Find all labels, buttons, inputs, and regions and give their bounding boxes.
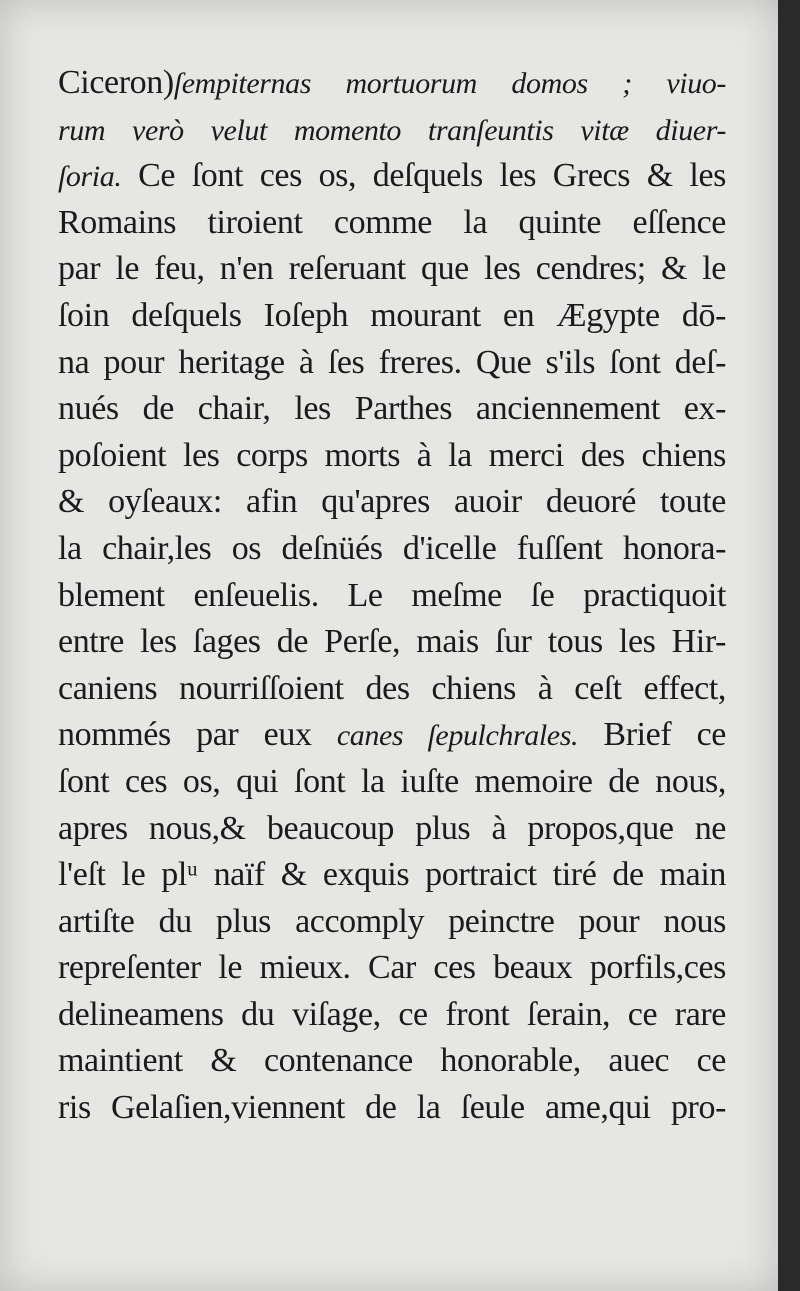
text-line (58, 806, 726, 853)
text-line (58, 945, 726, 992)
text-line (58, 1085, 726, 1132)
text-line (58, 619, 726, 666)
text-line (58, 899, 726, 946)
text-line (58, 573, 726, 620)
text-segment: delineamens du viſage, ce front ſerain, ce rare (58, 995, 726, 1033)
text-segment: artiſte du plus accomply peinctre pour nous (58, 902, 726, 940)
text-line (58, 712, 726, 759)
text-line (58, 479, 726, 526)
italic-segment: rum verò velut momento tranſeuntis vitæ diuer- (58, 113, 726, 147)
page-edge-shadow (778, 0, 800, 1291)
text-line (58, 992, 726, 1039)
text-line (58, 386, 726, 433)
text-line (58, 107, 726, 154)
text-line (58, 526, 726, 573)
text-line (58, 759, 726, 806)
text-segment: la chair,les os deſnüés d'icelle fuſſent honora- (58, 529, 726, 567)
text-segment: Ciceron) (58, 64, 174, 101)
text-line (58, 153, 726, 200)
text-segment: ſont ces os, qui ſont la iuſte memoire de nous, (58, 762, 726, 800)
text-line (58, 433, 726, 480)
text-line (58, 200, 726, 247)
text-segment: par le feu, n'en reſeruant que les cendres; & le (58, 250, 726, 288)
text-segment: caniens nourriſſoient des chiens à ceſt effect, (58, 669, 726, 707)
text-segment: entre les ſages de Perſe, mais ſur tous les Hir- (58, 623, 726, 661)
text-segment: repreſenter le mieux. Car ces beaux porfils,ces (58, 949, 726, 987)
text-segment: nués de chair, les Parthes anciennement ex- (58, 390, 726, 428)
text-line (58, 666, 726, 713)
text-segment: ris Gelaſien,viennent de la ſeule ame,qui pro- (58, 1089, 726, 1127)
text-line (58, 60, 726, 107)
text-segment: apres nous,& beaucoup plus à propos,que ne (58, 809, 726, 847)
text-segment: blement enſeuelis. Le meſme ſe practiquoit (58, 576, 726, 614)
italic-segment: ſoria. (58, 160, 122, 194)
text-segment: & oyſeaux: afin qu'apres auoir deuoré toute (58, 483, 726, 521)
text-segment: na pour heritage à ſes freres. Que s'ils ſont deſ- (58, 343, 726, 381)
italic-segment: canes ſepulchrales. (336, 719, 579, 753)
text-segment: Ce ſont ces os, deſquels les Grecs & les (121, 157, 726, 195)
text-line (58, 246, 726, 293)
page-text-block (58, 60, 726, 1132)
text-segment: nommés par eux (58, 716, 337, 754)
text-segment: Brief ce (578, 716, 726, 754)
text-segment: maintient & contenance honorable, auec ce (58, 1042, 726, 1080)
text-segment: ſoin deſquels Ioſeph mourant en Ægypte dō- (58, 296, 726, 334)
text-line (58, 340, 726, 387)
text-line (58, 1038, 726, 1085)
text-segment: l'eſt le plᵘ naïf & exquis portraict tiré de main (58, 856, 726, 894)
text-segment: Romains tiroient comme la quinte eſſence (58, 203, 726, 241)
text-segment: poſoient les corps morts à la merci des chiens (58, 436, 726, 474)
italic-segment: ſempiternas mortuorum domos ; viuo- (173, 67, 726, 100)
text-line (58, 293, 726, 340)
text-line (58, 852, 726, 899)
